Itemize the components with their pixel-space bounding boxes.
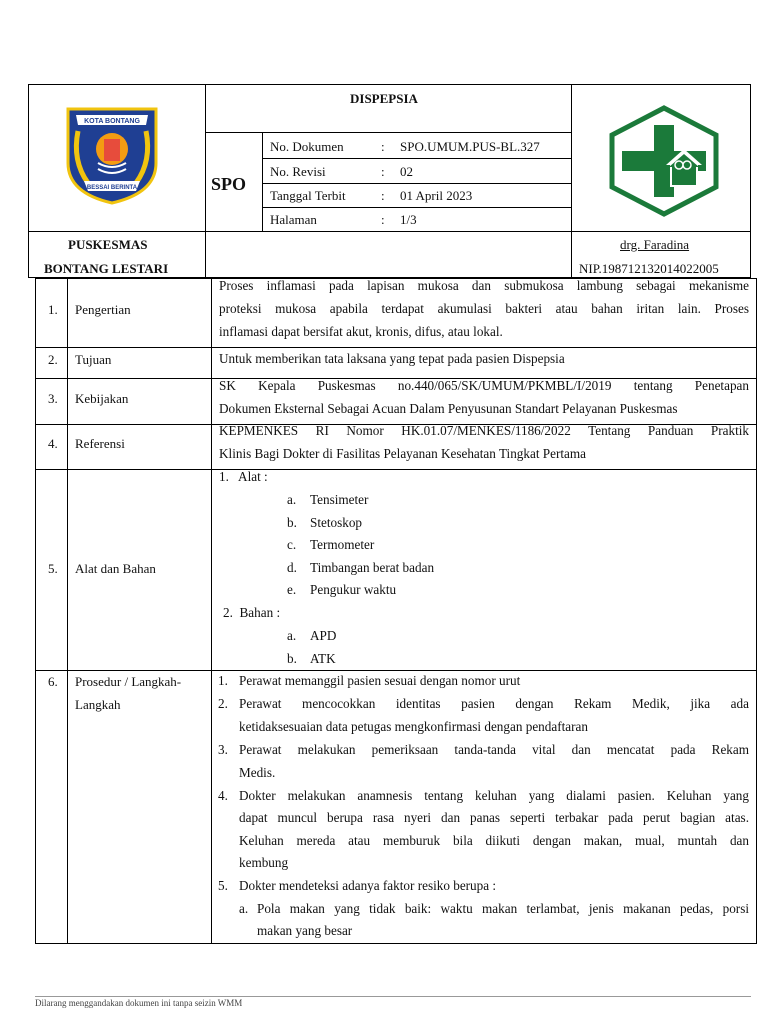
header-divider <box>571 84 572 278</box>
step-marker: 5. <box>218 878 228 893</box>
section-text-line: Dokumen Eksternal Sebagai Acuan Dalam Penyusunan Standart Pelayanan Puskesmas <box>219 401 678 416</box>
issue-date: 01 April 2023 <box>400 188 473 203</box>
list-item: ATK <box>310 651 336 666</box>
substep-text: Pola makan yang tidak baik: waktu makan terlambat, jenis makanan pedas, porsi <box>257 901 749 916</box>
puskesmas-logo <box>606 105 722 217</box>
section-title: Alat dan Bahan <box>75 561 156 576</box>
footer-divider <box>35 996 751 997</box>
list-item: Tensimeter <box>310 492 369 507</box>
list-marker: d. <box>287 560 297 575</box>
header-divider <box>28 231 751 232</box>
section-number: 3. <box>48 391 58 406</box>
header-divider <box>205 84 206 278</box>
row-sep: : <box>381 139 385 154</box>
section-title: Pengertian <box>75 302 131 317</box>
section-number: 5. <box>48 561 58 576</box>
section-text-line: proteksi mukosa apabila terdapat akumulasi bakteri atau bahan iritan lain. Proses <box>219 301 749 316</box>
row-sep: : <box>381 212 385 227</box>
list-item: Termometer <box>310 537 375 552</box>
substep-text: makan yang besar <box>257 923 353 938</box>
section-number: 2. <box>48 352 58 367</box>
org-name-line2: BONTANG LESTARI <box>44 261 169 276</box>
step-text: kembung <box>239 855 289 870</box>
svg-text:KOTA BONTANG: KOTA BONTANG <box>84 118 140 125</box>
section-title: Langkah <box>75 697 121 712</box>
spo-label: SPO <box>211 174 247 194</box>
svg-text:BESSAI BERINTA: BESSAI BERINTA <box>86 185 138 191</box>
step-marker: 3. <box>218 742 228 757</box>
section-title: Prosedur / Langkah- <box>75 674 182 689</box>
row-label: Tanggal Terbit <box>270 188 346 203</box>
step-marker: 1. <box>218 673 228 688</box>
signer-nip: NIP.198712132014022005 <box>579 261 719 276</box>
step-text: ketidaksesuaian data petugas mengkonfirmasi dengan pendaftaran <box>239 719 588 734</box>
step-marker: 2. <box>218 696 228 711</box>
row-sep: : <box>381 188 385 203</box>
row-label: No. Revisi <box>270 164 326 179</box>
section-text-line: Klinis Bagi Dokter di Fasilitas Pelayanan Kesehatan Tingkat Pertama <box>219 446 586 461</box>
section-title: Referensi <box>75 436 125 451</box>
bahan-label: 2. Bahan : <box>223 605 281 620</box>
step-text: Dokter melakukan anamnesis tentang keluhan yang dialami pasien. Keluhan yang <box>239 788 749 803</box>
header-divider <box>205 132 571 133</box>
section-text-line: Proses inflamasi pada lapisan mukosa dan submukosa lambung sebagai mekanisme <box>219 278 749 293</box>
header-divider <box>262 158 571 159</box>
list-marker: b. <box>287 651 297 666</box>
section-number: 6. <box>48 674 58 689</box>
list-item: Pengukur waktu <box>310 582 397 597</box>
document-number: SPO.UMUM.PUS-BL.327 <box>400 139 540 154</box>
list-item: Stetoskop <box>310 515 363 530</box>
content-divider <box>35 469 757 470</box>
kota-bontang-logo <box>58 101 166 205</box>
row-label: No. Dokumen <box>270 139 344 154</box>
section-number: 1. <box>48 302 58 317</box>
step-text: Perawat mencocokkan identitas pasien dengan Rekam Medik, jika ada <box>239 696 749 711</box>
step-text: Medis. <box>239 765 276 780</box>
section-number: 4. <box>48 436 58 451</box>
list-marker: a. <box>287 628 297 643</box>
step-text: Keluhan mereda atau memburuk bila diikuti dengan makan, mual, muntah dan <box>239 833 749 848</box>
revision-number: 02 <box>400 164 413 179</box>
footer-notice: Dilarang menggandakan dokumen ini tanpa seizin WMM <box>35 998 243 1008</box>
list-marker: b. <box>287 515 297 530</box>
substep-marker: a. <box>239 901 249 916</box>
header-divider <box>262 207 571 208</box>
step-text: Perawat memanggil pasien sesuai dengan nomor urut <box>239 673 521 688</box>
list-item: APD <box>310 628 337 643</box>
header-divider <box>262 132 263 232</box>
list-marker: a. <box>287 492 297 507</box>
section-title: Tujuan <box>75 352 112 367</box>
step-text: Perawat melakukan pemeriksaan tanda-tanda vital dan mencatat pada Rekam <box>239 742 749 757</box>
page-number: 1/3 <box>400 212 417 227</box>
signer-name: drg. Faradina <box>620 237 690 252</box>
step-text: dapat muncul berupa rasa nyeri dan panas seperti terbakar pada perut bagian atas. <box>239 810 749 825</box>
section-text-line: Untuk memberikan tata laksana yang tepat pada pasien Dispepsia <box>219 351 565 366</box>
section-text-line: inflamasi dapat bersifat akut, kronis, difus, atau lokal. <box>219 324 503 339</box>
header-divider <box>262 183 571 184</box>
section-text-line: KEPMENKES RI Nomor HK.01.07/MENKES/1186/2022 Tentang Panduan Praktik <box>219 423 749 438</box>
document-title: DISPEPSIA <box>350 91 418 106</box>
step-text: Dokter mendeteksi adanya faktor resiko berupa : <box>239 878 497 893</box>
list-item: Timbangan berat badan <box>310 560 435 575</box>
section-text-line: SK Kepala Puskesmas no.440/065/SK/UMUM/PKMBL/I/2019 tentang Penetapan <box>219 378 749 393</box>
section-title: Kebijakan <box>75 391 129 406</box>
org-name-line1: PUSKESMAS <box>68 237 148 252</box>
row-label: Halaman <box>270 212 317 227</box>
row-sep: : <box>381 164 385 179</box>
step-marker: 4. <box>218 788 228 803</box>
alat-label: 1. Alat : <box>219 469 268 484</box>
list-marker: e. <box>287 582 297 597</box>
list-marker: c. <box>287 537 297 552</box>
